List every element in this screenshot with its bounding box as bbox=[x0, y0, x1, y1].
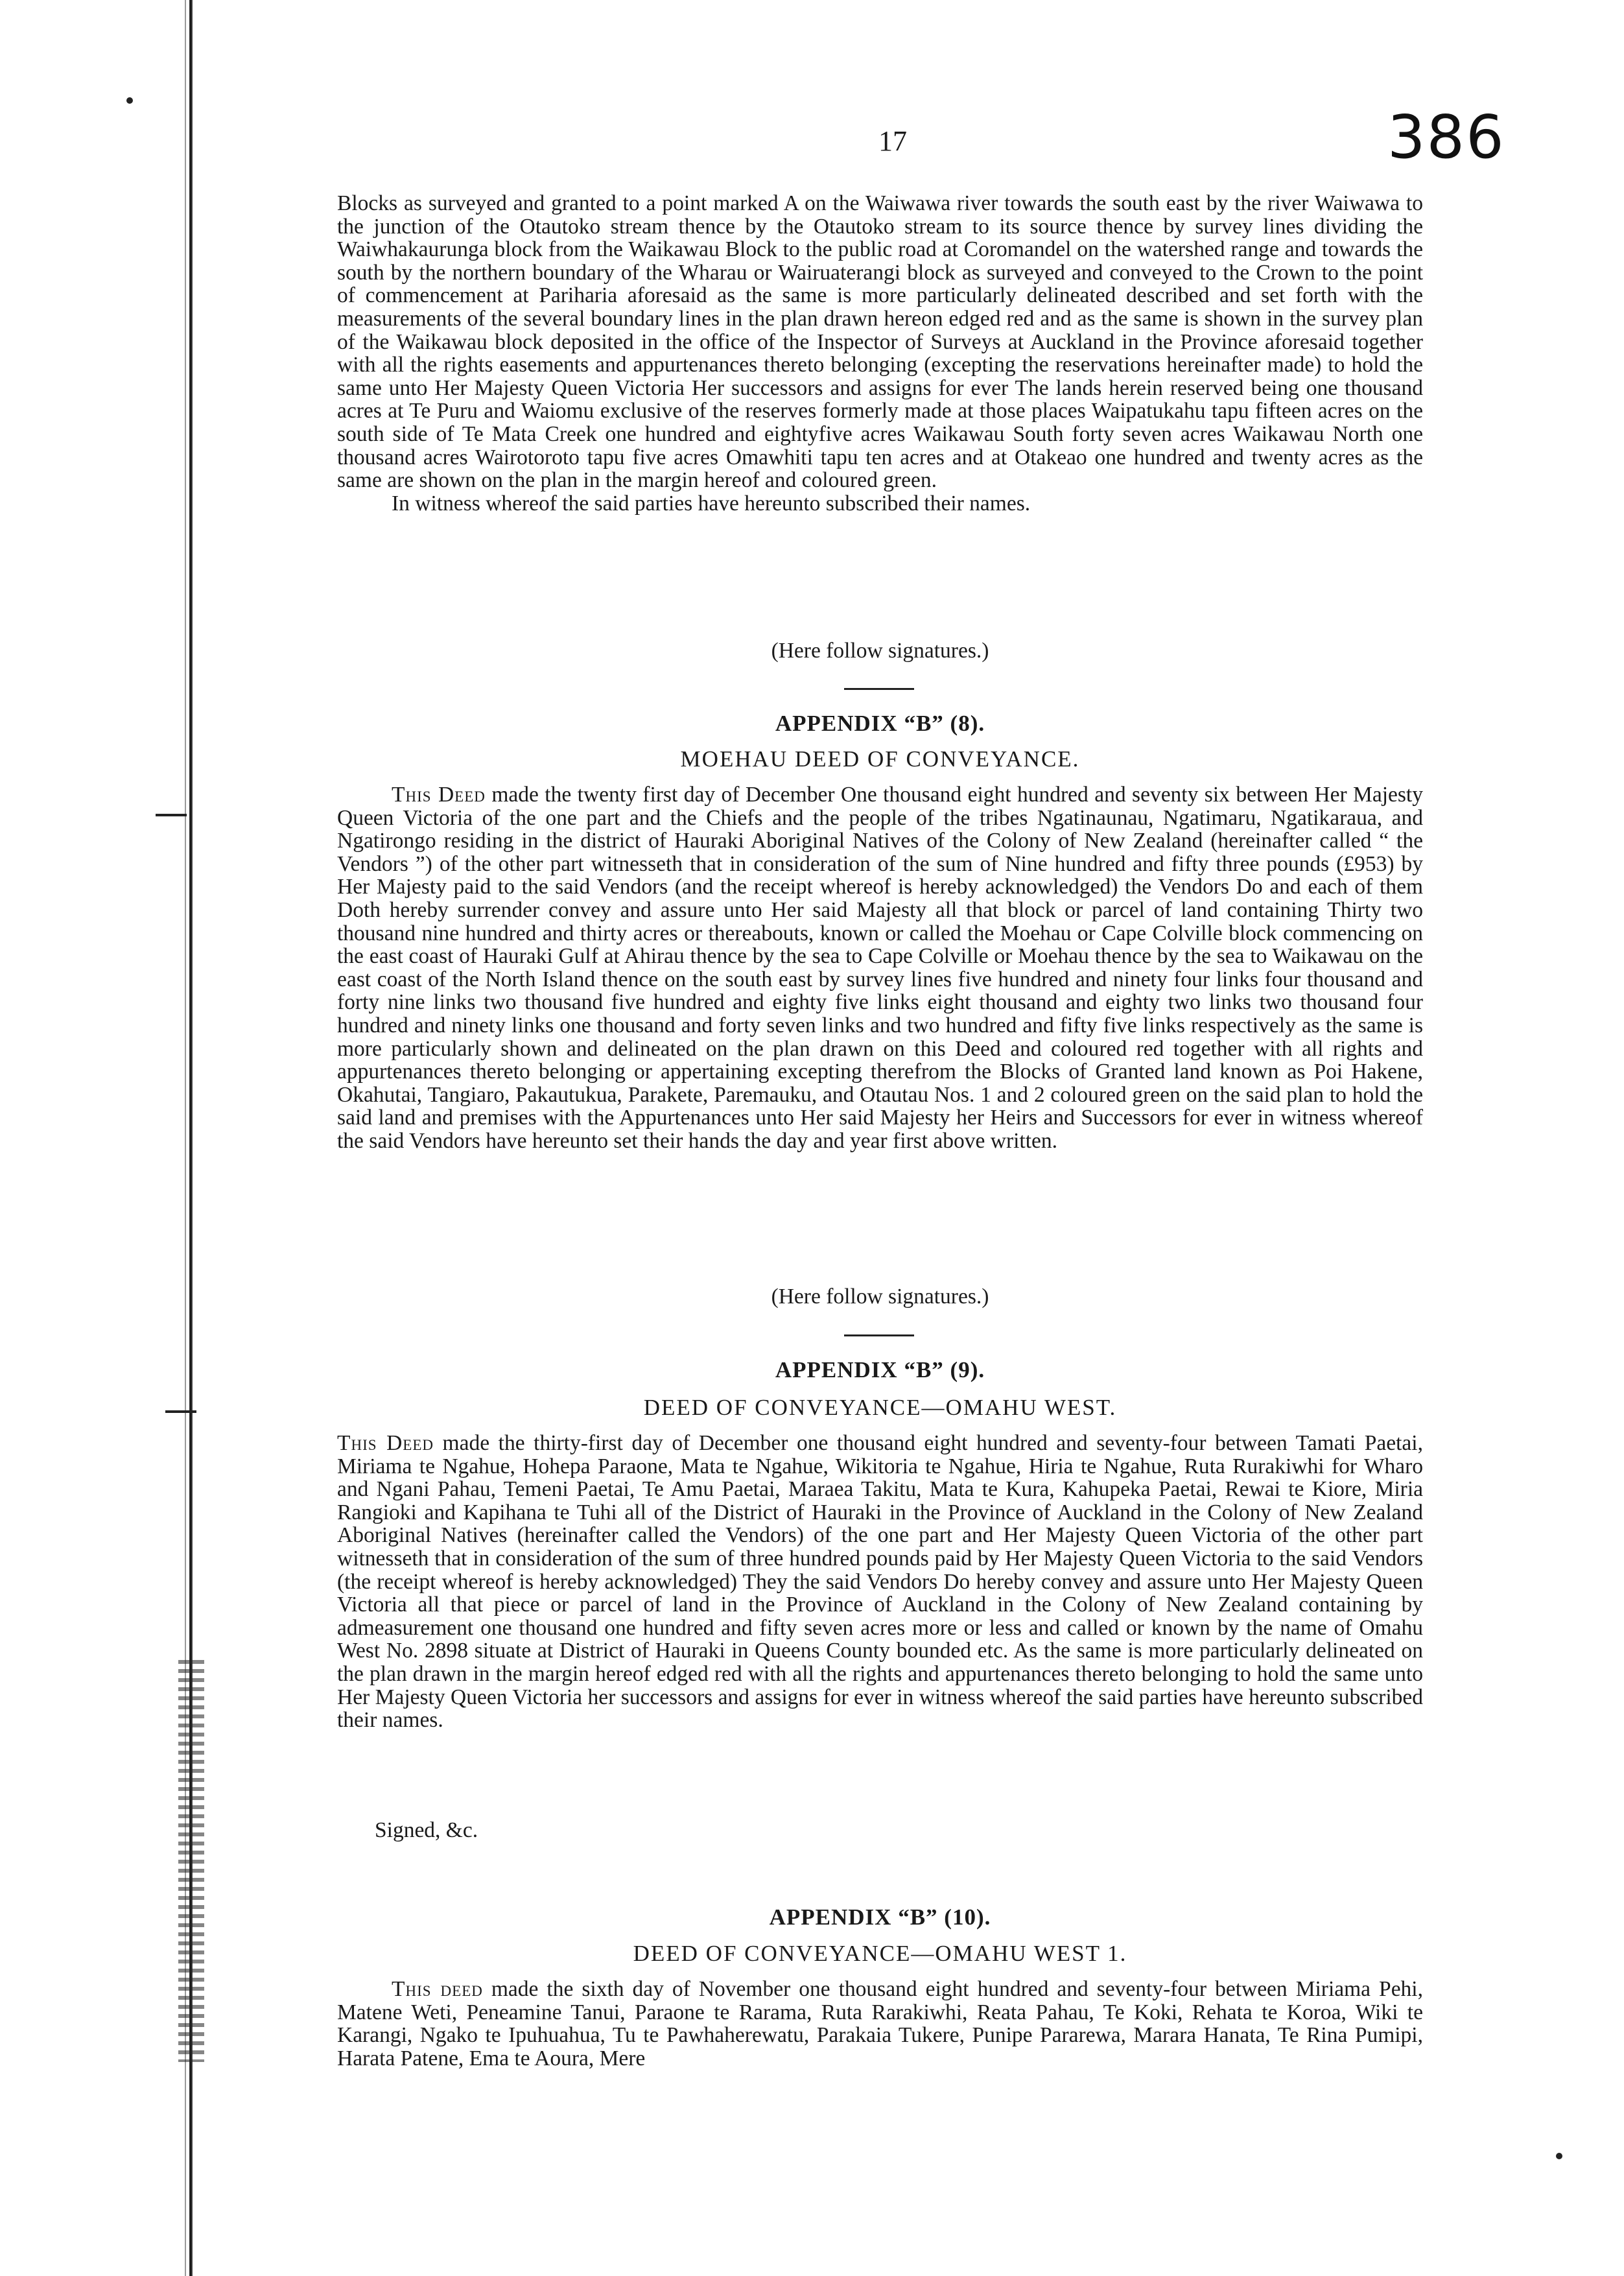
deed-text: made the twenty first day of December One thousand eight hundred and seventy six between Her Majesty Queen Victoria of the one part and the Chiefs and the people of the tribes Ngatinaunau, Ngatimaru, Ngatikaraua, and Ngatirongo residing in the district of Hauraki Aboriginal Natives of the Colony of New Zealand (hereinafter called “ the Vendors ”) of the other part witnesseth that in consideration of the sum of Nine hundred and fifty three pounds (£953) by Her Majesty paid to the said Vendors (and the receipt whereof is hereby acknowledged) the Vendors Do and each of them Doth hereby surrender convey and assure unto Her said Majesty all that block or parcel of land containing Thirty two thousand nine hundred and thirty acres or thereabouts, known or called the Moehau or Cape Colville block commencing on the east coast of Hauraki Gulf at Ahirau thence by the sea to Cape Colville or Moehau thence by the sea to Waikawau on the east coast of the North Island thence on the south east by survey lines five hundred and ninety four links four thousand and forty nine links two thousand five hundred and eighty five links eight thousand and eighty two links two thousand four hundred and ninety links one thousand and forty seven links and two hundred and fifty five links respectively as the same is more particularly shown and delineated on the plan drawn on this Deed and coloured red together with all rights and appurtenances thereto belonging or appertaining excepting therefrom the Blocks of Granted land known as Poi Hakene, Okahutai, Tangiaro, Pakautukua, Parakete, Paremauku, and Otautau Nos. 1 and 2 coloured green on the said plan to hold the said land and premises with the Appurtenances unto Her said Majesty her Heirs and Successors for ever in witness whereof the said Vendors have hereunto set their hands the day and year first above written. bbox=[337, 783, 1423, 1153]
deed-title: MOEHAU DEED OF CONVEYANCE. bbox=[680, 746, 1080, 772]
continued-deed-text bbox=[337, 192, 1423, 515]
deed-title: DEED OF CONVEYANCE—OMAHU WEST. bbox=[643, 1395, 1117, 1420]
section-divider bbox=[844, 688, 914, 690]
page-number: 17 bbox=[878, 125, 907, 157]
signatures-note: (Here follow signatures.) bbox=[771, 1285, 989, 1309]
deed-paragraph bbox=[337, 783, 1423, 1153]
handwritten-folio-number: 386 bbox=[1387, 102, 1505, 172]
continued-paragraph bbox=[337, 192, 1423, 492]
deed-title: DEED OF CONVEYANCE—OMAHU WEST 1. bbox=[633, 1941, 1127, 1966]
witness-clause: In witness whereof the said parties have hereunto subscribed their names. bbox=[392, 491, 1031, 516]
deed-paragraph bbox=[337, 1432, 1423, 1732]
margin-notch bbox=[156, 814, 187, 816]
deed-text: made the thirty-first day of December one thousand eight hundred and seventy-four between Tamati Paetai, Miriama te Ngahue, Hohepa Paraone, Mata te Ngahue, Wikitoria te Ngahue, Hiria te Ngahue, Ruta Rurakiwhi for Wharo and Ngani Pahau, Temeni Paetai, Te Amu Paetai, Maraea Takitu, Mata te Kura, Kahupeka Paetai, Rewai te Kiore, Miria Rangioki and Kapihana te Tuhi all of the District of Hauraki in the Province of Auckland in the Colony of New Zealand Aboriginal Natives (hereinafter called the Vendors) of the one part and Her Majesty Queen Victoria of the other part witnesseth that in consideration of the sum of three hundred pounds paid by Her Majesty Queen Victoria to the said Vendors (the receipt whereof is hereby acknowledged) They the said Vendors Do hereby convey and assure unto Her Majesty Queen Victoria all that piece or parcel of land in the Province of Auckland in the Colony of New Zealand containing by admeasurement one thousand one hundred and fifty seven acres more or less and called or known by the name of Omahu West No. 2898 situate at District of Hauraki in Queens County bounded etc. As the same is more particularly delineated on the plan drawn in the margin hereof edged red with all the rights and appurtenances thereto belonging to hold the same unto Her Majesty Queen Victoria her successors and assigns for ever in witness whereof the said parties have hereunto subscribed their names. bbox=[337, 1431, 1423, 1733]
deed-text: made the sixth day of November one thousand eight hundred and seventy-four between Miriama Pehi, Matene Weti, Peneamine Tanui, Paraone te Rarama, Ruta Rarakiwhi, Reata Pahau, Te Koki, Rehata te Koroa, Wiki te Karangi, Ngako te Ipuhuahua, Tu te Pawhaherewatu, Parakaia Tukere, Punipe Pararewa, Marara Hanata, Te Rina Pumipi, Harata Patene, Ema te Aoura, Mere bbox=[337, 1977, 1423, 2070]
section-divider bbox=[844, 1334, 914, 1336]
deed-lead: This Deed bbox=[337, 1431, 434, 1455]
scan-speck bbox=[1556, 2153, 1562, 2159]
scan-speck bbox=[126, 97, 133, 104]
continued-body: ocks as surveyed and granted to a point marked A on the Waiwawa river towards the south east by the river Waiwawa to the junction of the Otautoko stream thence by the Otautoko stream to its source thence by survey lines dividing the Waiwhakaurunga block from the Waikawau Block to the public road at Coromandel on the watershed range and towards the south by the northern boundary of the Wharau or Wairuaterangi block as surveyed and conveyed to the Crown to the point of commencement at Pariharia aforesaid as the same is more particularly delineated described and set forth with the measurements of the several boundary lines in the plan drawn hereon edged red and as the same is shown in the survey plan of the Waikawau block deposited in the office of the Inspector of Surveys at Auckland in the Province aforesaid together with all the rights easements and appurtenances thereto belonging (excepting the reservations hereinafter made) to hold the same unto Her Majesty Queen Victoria Her successors and assigns for ever The lands herein reserved being one thousand acres at Te Puru and Waiomu exclusive of the reserves formerly made at those places Waipatukahu tapu fifteen acres on the south side of Te Mata Creek one hundred and eightyfive acres Waikawau South forty seven acres Waikawau North one thousand acres Wairotoroto tapu five acres Omawhiti tapu ten acres and at Otakeao one hundred and twenty acres as the same are shown on the plan in the margin hereof and coloured green. bbox=[337, 191, 1423, 493]
signatures-note: (Here follow signatures.) bbox=[771, 639, 989, 663]
binding-stitch-marks bbox=[178, 1660, 204, 2062]
deed-body bbox=[337, 1978, 1423, 2070]
appendix-heading: APPENDIX “B” (10). bbox=[769, 1904, 991, 1930]
appendix-heading: APPENDIX “B” (8). bbox=[775, 711, 985, 736]
deed-body bbox=[337, 1432, 1423, 1732]
deed-lead: This deed bbox=[392, 1977, 483, 2001]
deed-paragraph bbox=[337, 1978, 1423, 2070]
signed-note: Signed, &c. bbox=[375, 1818, 478, 1842]
margin-notch bbox=[165, 1410, 196, 1413]
opening-fragment: Bl bbox=[337, 191, 358, 215]
deed-body bbox=[337, 783, 1423, 1153]
appendix-heading: APPENDIX “B” (9). bbox=[775, 1357, 985, 1382]
deed-lead: This Deed bbox=[392, 783, 486, 807]
